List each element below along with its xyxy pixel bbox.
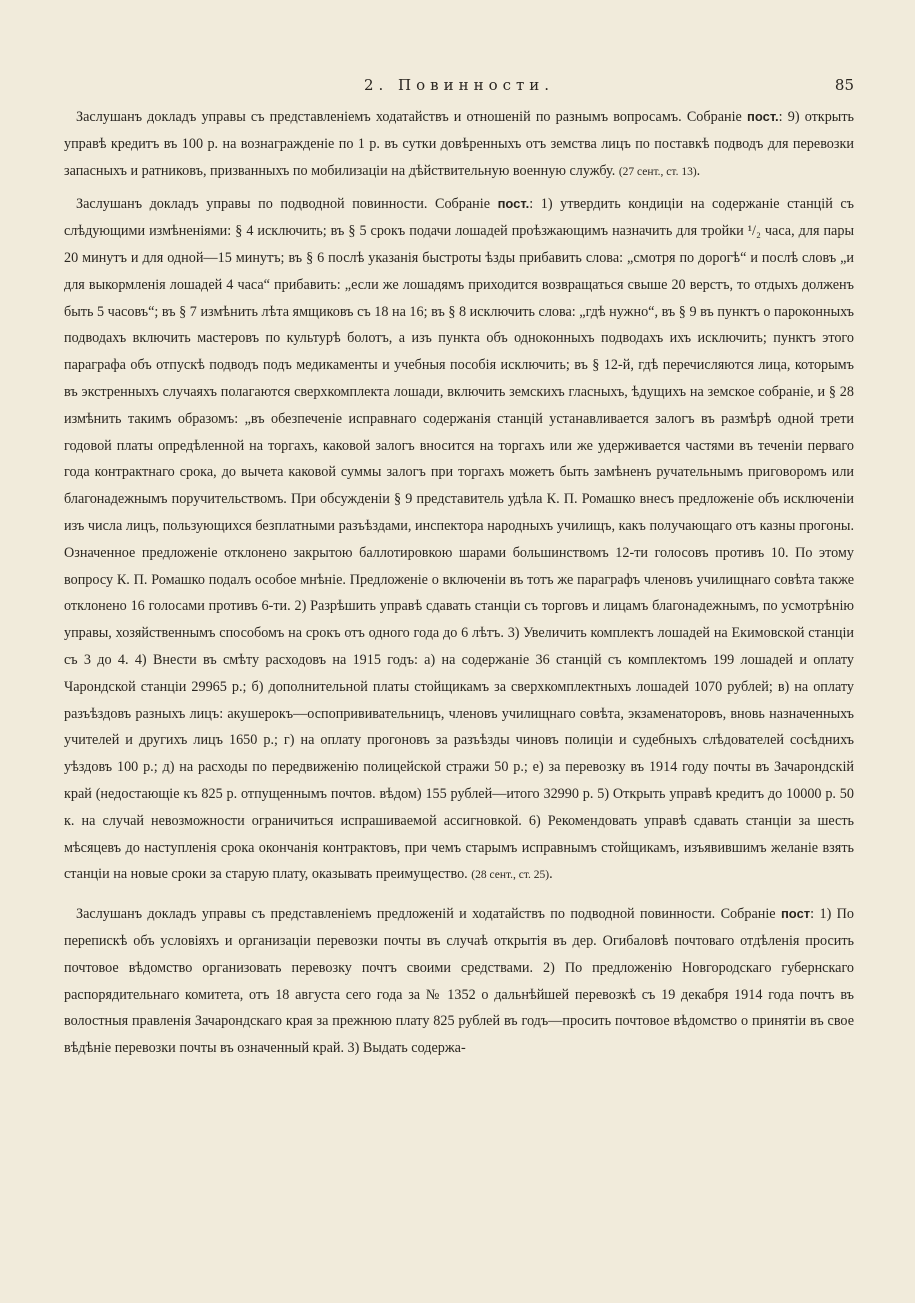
- paragraph-2: [64, 191, 854, 889]
- paragraph-text: Заслушанъ докладъ управы съ представленіемъ предложеній и ходатайствъ по подводной повинности. Собраніе: [76, 906, 781, 923]
- session-reference: (28 сент., ст. 25): [471, 869, 550, 882]
- resolution-keyword: пост.: [746, 109, 779, 124]
- resolution-keyword: пост: [780, 906, 811, 922]
- session-reference: (27 сент., ст. 13): [618, 165, 697, 178]
- paragraph-text: : 1) По перепискѣ объ условіяхъ и организаціи перевозки почты въ случаѣ открытія въ дер. Огибаловѣ почтоваго отдѣленія просить почтовое вѣдомство организовать перевозку почтъ своими средствами. 2) По предложенію Новгородскаго губернскаго распорядительнаго комитета, отъ 18 августа сего года за № 1352 о дальнѣйшей перевозкѣ съ 19 декабря 1914 года почтъ въ волостныя правленія Зачарондскаго края за прежнюю плату 825 рублей въ годъ—просить почтовое вѣдомство о принятіи въ свое вѣдѣніе перевозки почты въ означенный край. 3) Выдать содержа-: [64, 906, 854, 1057]
- section-title: 2. Повинности.: [363, 76, 555, 94]
- paragraph-text: : 9) открыть управѣ кредитъ въ 100 р. на вознагражденіе по 1 р. въ сутки довѣренныхъ отъ земства лицъ по поставкѣ подводъ для перевозки запасныхъ и ратниковъ, призванныхъ по мобилизаціи на дѣйствительную военную службу.: [64, 109, 854, 179]
- paragraph-1: [64, 104, 854, 185]
- document-page: [64, 70, 854, 1068]
- paragraph-text: Заслушанъ докладъ управы по подводной повинности. Собраніе: [76, 196, 498, 213]
- paragraph-end: .: [696, 162, 701, 179]
- paragraph-end: .: [549, 866, 553, 883]
- paragraph-3: [64, 901, 854, 1062]
- page-number: 85: [834, 76, 854, 94]
- resolution-keyword: пост.: [497, 196, 530, 212]
- running-header: [64, 70, 854, 104]
- paragraph-text: Заслушанъ докладъ управы съ представленіемъ ходатайствъ и отношеній по разнымъ вопросамъ. Собраніе: [76, 109, 747, 125]
- paragraph-text: : 1) утвердить кондиціи на содержаніе станцій съ слѣдующими измѣненіями: § 4 исключить; въ § 5 срокъ подачи лошадей проѣзжающимъ назначить для тройки ¹/₂ часа, для пары 20 минутъ и для одной—15 минутъ; въ § 6 послѣ указанія быстроты ѣзды прибавить слова: „смотря по дорогѣ“ и послѣ словъ „и для выкормленія лошадей 4 часа“ прибавить: „если же лошадямъ приходится возвращаться свыше 20 верстъ, то отдыхъ долженъ быть 5 часовъ“; въ § 7 измѣнить лѣта ямщиковъ съ 18 на 16; въ § 8 исключить слова: „гдѣ нужно“, въ § 9 въ пунктъ о пароконныхъ подводахъ включить мастеровъ по культурѣ болотъ, а изъ пункта объ одноконныхъ подводахъ ихъ исключить; пунктъ этого параграфа объ отпускѣ подводъ подъ медикаменты и учебныя пособія исключить; въ § 12-й, гдѣ перечисляются лица, которымъ въ экстренныхъ случаяхъ полагаются сверхкомплекта лошади, включить земскихъ гласныхъ, ѣдущихъ на земское собраніе, и § 28 измѣнить такимъ образомъ: „въ обезпеченіе исправнаго содержанія станцій устанавливается залогъ въ размѣрѣ одной трети годовой платы опредѣленной на торгахъ, каковой залогъ вносится на торгахъ или же удерживается частями въ теченіи перваго года контрактнаго срока, до вычета каковой суммы залогъ при торгахъ можетъ быть замѣненъ ручательнымъ приговоромъ или благонадежнымъ поручительствомъ. При обсужденіи § 9 представитель удѣла К. П. Ромашко внесъ предложеніе объ исключеніи изъ числа лицъ, пользующихся безплатными разъѣздами, инспектора народныхъ училищъ, какъ получающаго отъ казны прогоны. Означенное предложеніе отклонено закрытою баллотировкою шарами большинствомъ 12-ти голосовъ противъ 10. По этому вопросу К. П. Ромашко подалъ особое мнѣніе. Предложеніе о включеніи въ тотъ же параграфъ членовъ училищнаго совѣта также отклонено 16 голосами противъ 6-ти. 2) Разрѣшить управѣ сдавать станціи съ торговъ и лицамъ благонадежнымъ, по усмотрѣнію управы, хозяйственнымъ способомъ на срокъ отъ одного года до 6 лѣтъ. 3) Увеличить комплектъ лошадей на Екимовской станціи съ 3 до 4. 4) Внести въ смѣту расходовъ на 1915 годъ: а) на содержаніе 36 станцій съ комплектомъ 199 лошадей и оплату Чарондской станціи 29965 р.; б) дополнительной платы стойщикамъ за сверхкомплектныхъ лошадей 1070 рублей; в) на оплату разъѣздовъ разныхъ лицъ: акушерокъ—оспопрививательницъ, членовъ училищнаго совѣта, экзаменаторовъ, вновь назначенныхъ учителей и другихъ лицъ 1650 р.; г) на оплату прогоновъ за разъѣзды чиновъ полиціи и судебныхъ слѣдователей сосѣднихъ уѣздовъ 100 р.; д) на расходы по передвиженію полицейской стражи 50 р.; е) за перевозку въ 1914 году почты въ Зачарондскій край (недостающіе къ 825 р. отпущеннымъ почтов. вѣдом) 155 рублей—итого 32990 р. 5) Открыть управѣ кредитъ до 10000 р. 50 к. на случай невозможности ограничиться испрашиваемой ассигновкой. 6) Рекомендовать управѣ сдавать станціи за шесть мѣсяцевъ до наступленія срока окончанія контрактовъ, при чемъ старымъ исправнымъ стойщикамъ, изъявившимъ желаніе взять станціи на новые сроки за старую плату, оказывать преимущество.: [64, 196, 854, 883]
